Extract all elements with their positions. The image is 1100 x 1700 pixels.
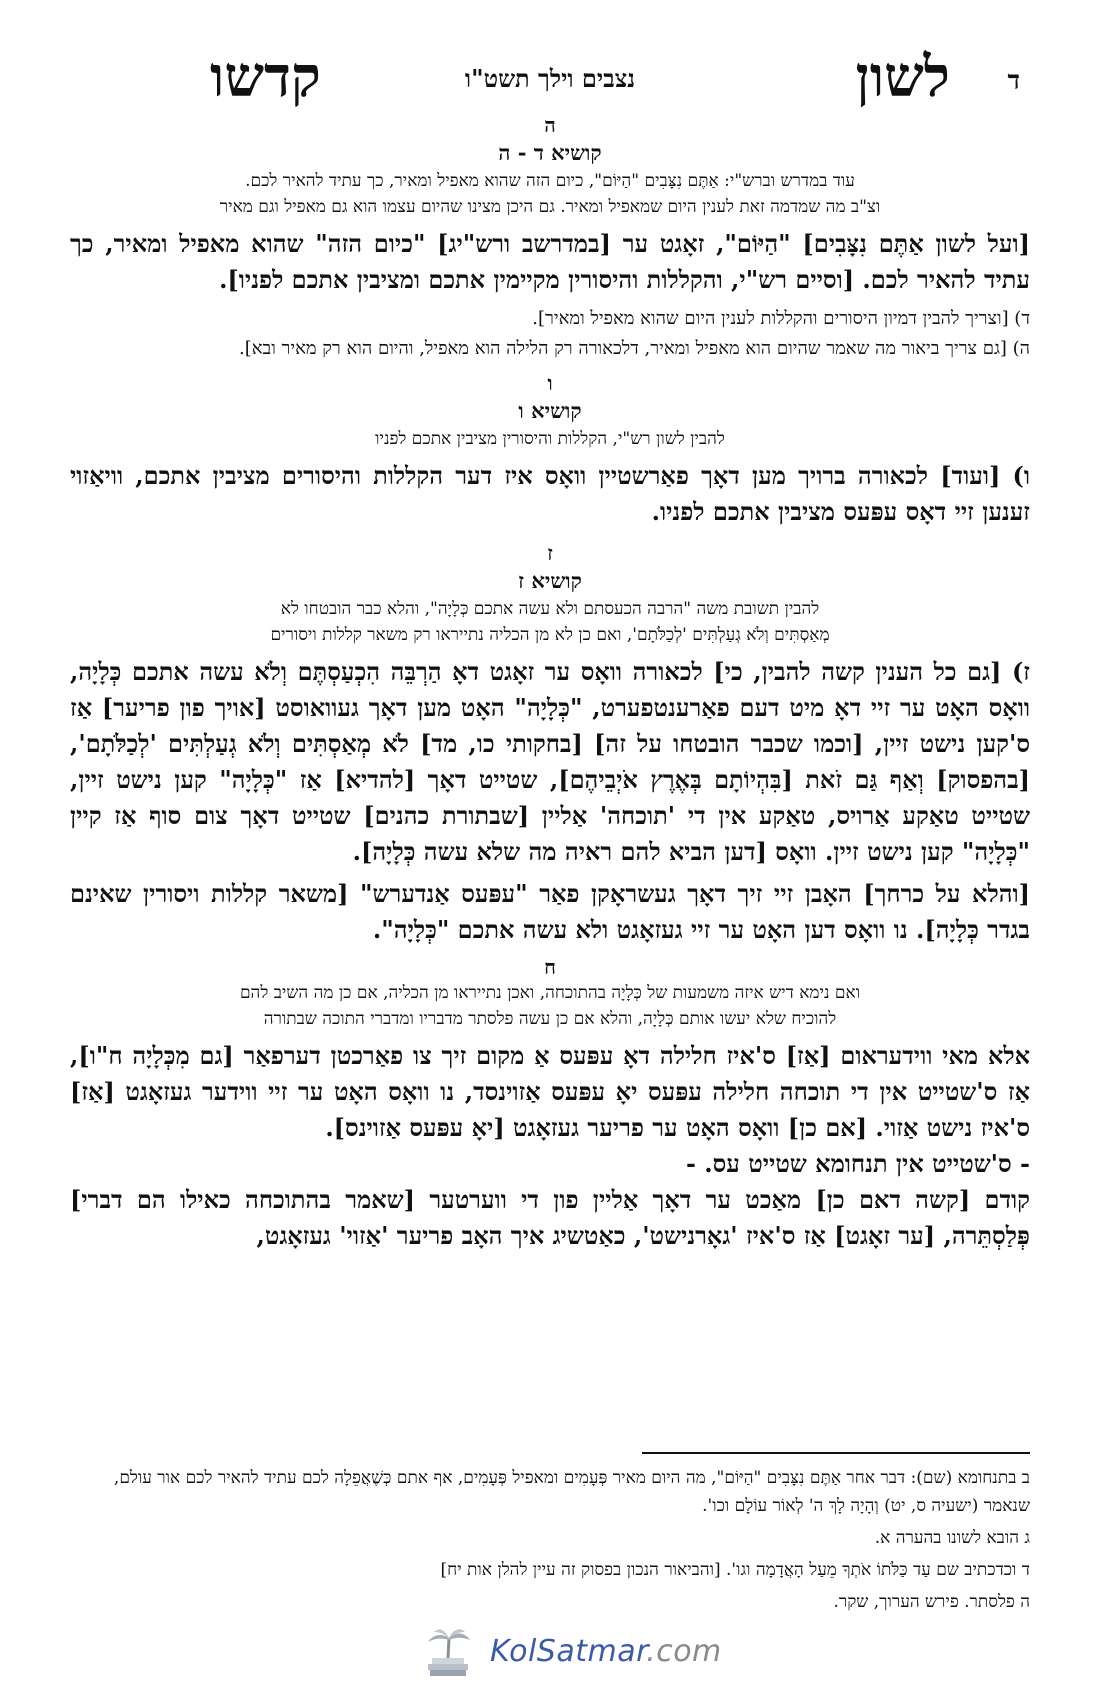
site-logo[interactable] bbox=[418, 1624, 722, 1684]
footnote-he: ה פלסתר. פירש הערוך, שקר. bbox=[833, 1592, 1030, 1612]
paragraph-chet-2: - ס'שטייט אין תנחומא שטייט עס. - bbox=[685, 1149, 1030, 1178]
section-letter-he: ה bbox=[544, 113, 556, 137]
paragraph-he-1: [ועל לשון אַתֶּם נִצָּבִים] "הַיּוֹם", זאָגט ער [במדרשב ורש"יג] "כיום הזה" שהוא מאפיל ומאיר, כך עתיד להאיר לכם. [וסיים רש"י, והקללות והיסורין מקיימין אתכם ומציבין אתכם לפניו]. bbox=[70, 229, 1030, 294]
section-summary-he-1: עוד במדרש וברש"י: אַתֶּם נִצָּבִים "הַיּוֹם", כיום הזה שהוא מאפיל ומאיר, כך עתיד להאיר לכם. bbox=[245, 171, 855, 191]
paragraph-zayin-1: ז) [גם כל הענין קשה להבין, כי] לכאורה וואָס ער זאָגט דאָ הַרְבֵּה הִכְעַסְתֶּם וְלֹא עשה אתכם כְּלָיָה, וואָס האָט ער זיי דאָ מיט דעם פאַרענטפערט, "כְּלָיָה" האָט מען דאָך געוואוסט [אויך פון פריער] אַז ס'קען נישט זיין, [וכמו שכבר הובטחו על זה] [בחקותי כו, מד] לֹא מְאַסְתִּים וְלֹא גְעַלְתִּים 'לְכַלֹּתָם', [בהפסוק] וְאַף גַּם זֹאת [בִּהְיוֹתָם בְּאֶרֶץ אֹיְבֵיהֶם], שטייט דאָך [להדיא] אַז "כְּלָיָה" קען נישט זיין, שטייט טאַקע אַרויס, טאַקע אין די 'תוכחה' אַליין [שבתורת כהנים] שטייט דאָך צום סוף אַז קיין "כְּלָיָה" קען נישט זיין. וואָס [דען הביא להם ראיה מה שלא עשה כְּלָיָה]. bbox=[70, 657, 1031, 866]
section-summary-chet-2: להוכיח שלא יעשו אותם כְּלָיָה, והלא אם כן עשה פלסתר מדבריו ומדברי התוכה שבתורה bbox=[263, 1009, 837, 1029]
paragraph-chet-3: קודם [קשה דאם כן] מאַכט ער דאָך אַליין פון די ווערטער [שאמר בהתוכחה כאילו הם דברי] פְּלַסְתֵּרה, [ער זאָגט] אַז ס'איז 'גאָרנישט', כאַטשיג איך האָב פריער 'אַזוי' געזאָגט, bbox=[70, 1185, 1030, 1250]
title-word-lashon: לשון bbox=[855, 44, 950, 110]
footnote-gimel: ג הובא לשונו בהערה א. bbox=[874, 1528, 1030, 1548]
section-title-vav: קושיא ו bbox=[518, 398, 582, 423]
paragraph-he-3: ה) [גם צריך ביאור מה שאמר שהיום הוא מאפיל ומאיר, דלכאורה רק הלילה הוא מאפיל, והיום הוא רק מאיר ובא]. bbox=[238, 338, 1030, 359]
section-summary-chet-1: ואם נימא דיש איזה משמעות של כְּלָיָה בהתוכחה, ואכן נתייראו מן הכליה, אם כן מה השיב להם bbox=[239, 983, 861, 1003]
section-summary-vav-1: להבין לשון רש"י, הקללות והיסורין מציבין אתכם לפניו bbox=[375, 429, 725, 449]
logo-text bbox=[490, 1634, 722, 1669]
palm-tree-books-icon bbox=[418, 1624, 478, 1684]
main-column bbox=[70, 112, 1030, 1254]
footnote-bet: ב בתנחומא (שם): דבר אחר אַתֶּם נִצָּבִים "הַיּוֹם", מה היום מאיר פְּעָמִים ומאפיל פְּעָמִים, אף אתם כְּשֶׁאֲפֵלָה לכם עתיד להאיר לכם אור עולם, שנאמר (ישעיה ס, יט) וְהָיָה לָךְ ה' לְאוֹר עוֹלָם וכו'. bbox=[113, 1468, 1030, 1516]
paragraph-zayin-2: [והלא על כרחך] האָבן זיי זיך דאָך געשראָקן פאַר "עפּעס אַנדערש" [משאר קללות ויסורין שאינם בגדר כְּלָיָה]. נו וואָס דען האָט ער זיי געזאָגט ולא עשה אתכם "כְּלָיָה". bbox=[70, 879, 1030, 944]
section-summary-zayin-2: מְאַסְתִּים וְלֹא גְעַלְתִּים 'לְכַלֹּתָם', ואם כן לא מן הכליה נתייראו רק משאר קללות ויסורים bbox=[270, 625, 830, 645]
footnote-divider bbox=[642, 1452, 1030, 1454]
section-summary-he-2: וצ"ב מה שמדמה זאת לענין היום שמאפיל ומאיר. גם היכן מצינו שהיום עצמו הוא גם מאפיל וגם מאיר bbox=[219, 197, 881, 217]
paragraph-chet-1: אלא מאי ווידעראום [אַז] ס'איז חלילה דאָ עפּעס אַ מקום זיך צו פאַרכטן דערפאַר [גם מִכְּלָיָה ח"ו], אַז ס'שטייט אין די תוכחה חלילה עפּעס יאָ עפּעס אַזוינסד, נו וואָס האָט ער זיי ווידער געזאָגט [אַז] ס'איז נישט אַזוי. [אם כן] וואָס האָט ער פריער געזאָגט [יאָ עפּעס אַזוינס]. bbox=[70, 1041, 1030, 1142]
logo-suffix: .com bbox=[646, 1634, 722, 1669]
page-header bbox=[0, 44, 1100, 114]
parsha-label: נצבים וילך תשט"ו bbox=[464, 64, 636, 93]
paragraph-he-2: ד) [וצריך להבין דמיון היסורים והקללות לענין היום שהוא מאפיל ומאיר]. bbox=[532, 308, 1030, 329]
title-word-kodsho: קדשו bbox=[210, 44, 321, 110]
footnote-dalet: ד וכדכתיב שם עַד כַּלֹּתוֹ אֹתְךָ מֵעַל הָאֲדָמָה וגו'. [והביאור הנכון בפסוק זה עיין להלן אות יח] bbox=[440, 1560, 1030, 1580]
paragraph-vav-1: ו) [ועוד] לכאורה ברויך מען דאָך פאַרשטיין וואָס איז דער הקללות והיסורים מציבין אתכם, וויאַזוי זענען זיי דאָס עפּעס מציבין אתכם לפניו. bbox=[70, 461, 1030, 526]
section-letter-vav: ו bbox=[547, 371, 553, 395]
section-letter-chet: ח bbox=[544, 955, 556, 979]
footnotes bbox=[70, 1464, 1030, 1620]
section-title-zayin: קושיא ז bbox=[518, 568, 582, 593]
page-number: ד bbox=[1007, 66, 1020, 96]
section-letter-zayin: ז bbox=[547, 541, 553, 565]
logo-name: KolSatmar bbox=[490, 1634, 647, 1669]
section-title-he: קושיא ד - ה bbox=[498, 140, 602, 165]
section-summary-zayin-1: להבין תשובת משה "הרבה הכעסתם ולא עשה אתכם כְּלָיָה", והלא כבר הובטחו לא bbox=[280, 599, 820, 619]
